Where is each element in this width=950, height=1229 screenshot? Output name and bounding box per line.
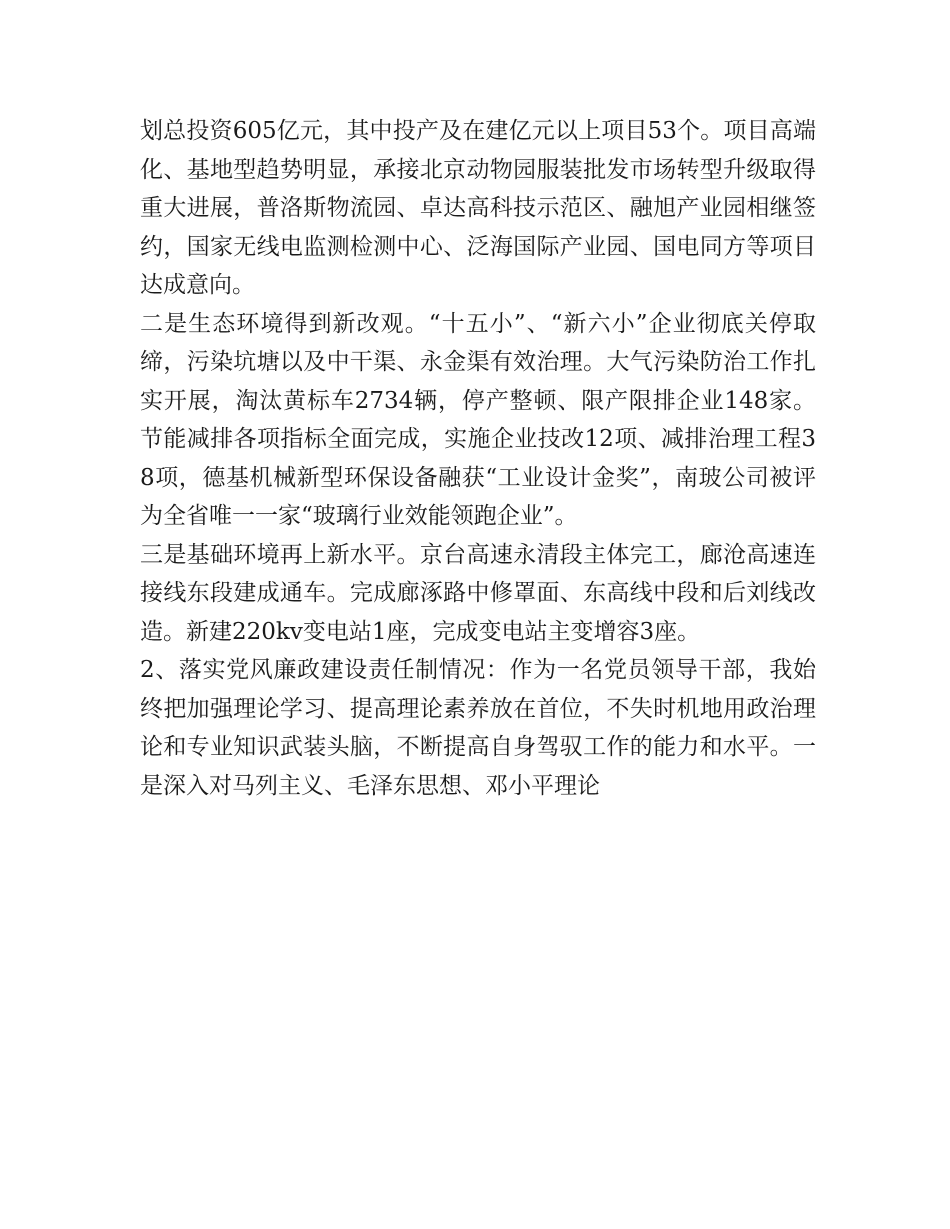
paragraph-investment: 划总投资605亿元，其中投产及在建亿元以上项目53个。项目高端化、基地型趋势明显，承接北京动物园服装批发市场转型升级取得重大进展，普洛斯物流园、卓达高科技示范区、融旭产业园相继签约，国家无线电监测检测中心、泛海国际产业园、国电同方等项目达成意向。 <box>140 118 816 298</box>
paragraph-party-conduct: 2、落实党风廉政建设责任制情况：作为一名党员领导干部，我始终把加强理论学习、提高理论素养放在首位，不失时机地用政治理论和专业知识武装头脑，不断提高自身驾驭工作的能力和水平。一是深入对马列主义、毛泽东思想、邓小平理论 <box>140 657 816 799</box>
paragraph-infrastructure: 三是基础环境再上新水平。京台高速永清段主体完工，廊沧高速连接线东段建成通车。完成廊涿路中修罩面、东高线中段和后刘线改造。新建220kv变电站1座，完成变电站主变增容3座。 <box>140 541 816 645</box>
paragraph-ecology: 二是生态环境得到新改观。“十五小”、“新六小”企业彻底关停取缔，污染坑塘以及中干渠、永金渠有效治理。大气污染防治工作扎实开展，淘汰黄标车2734辆，停产整顿、限产限排企业148家。节能减排各项指标全面完成，实施企业技改12项、减排治理工程38项，德基机械新型环保设备融获“工业设计金奖”，南玻公司被评为全省唯一一家“玻璃行业效能领跑企业”。 <box>140 310 816 529</box>
document-page <box>140 112 816 805</box>
